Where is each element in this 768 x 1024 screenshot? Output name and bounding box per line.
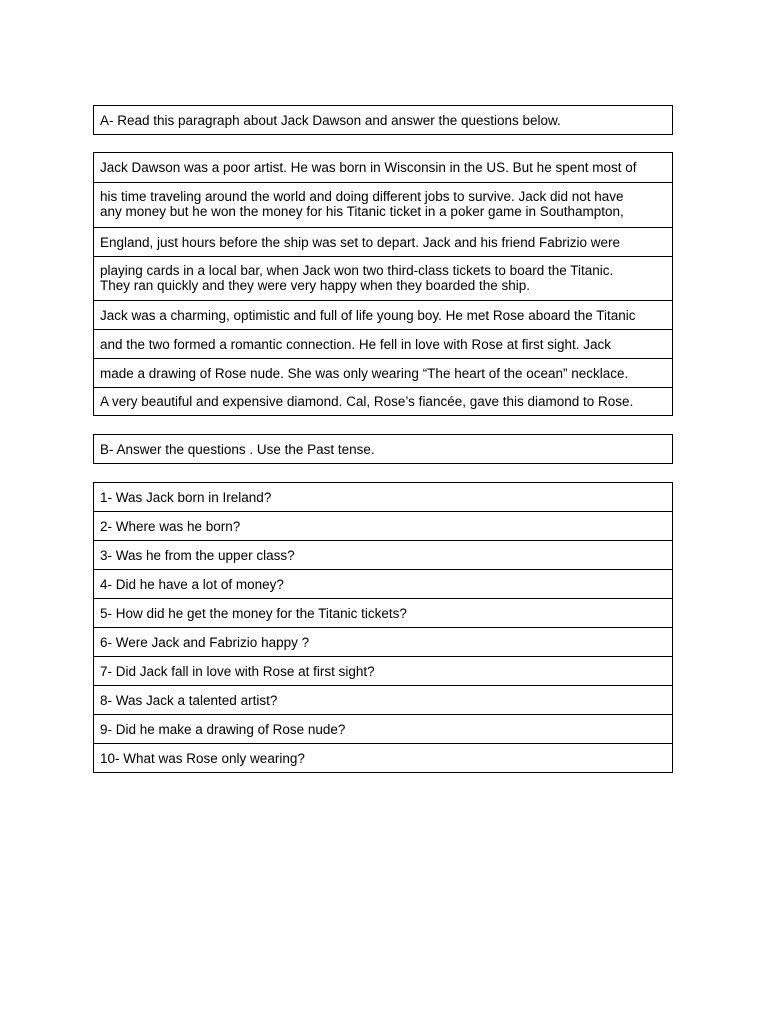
paragraph-line: A very beautiful and expensive diamond. Cal, Rose’s fiancée, gave this diamond to Rose. [100,394,634,409]
paragraph-line: his time traveling around the world and doing different jobs to survive. Jack did not have [100,189,624,204]
question-row: 4- Did he have a lot of money? [94,570,672,599]
paragraph-box [93,152,673,416]
section-a-heading: A- Read this paragraph about Jack Dawson and answer the questions below. [100,112,561,128]
paragraph-line: Jack was a charming, optimistic and full of life young boy. He met Rose aboard the Titanic [94,301,672,330]
paragraph-line: and the two formed a romantic connection. He fell in love with Rose at first sight. Jack [94,330,672,359]
paragraph-line-pair [94,257,672,301]
question-row: 1- Was Jack born in Ireland? [94,483,672,512]
paragraph-line: any money but he won the money for his Titanic ticket in a poker game in Southampton, [100,204,624,219]
question-row: 2- Where was he born? [94,512,672,541]
section-b-box [93,434,673,464]
question-row: 3- Was he from the upper class? [94,541,672,570]
question-row: 9- Did he make a drawing of Rose nude? [94,715,672,744]
paragraph-line: made a drawing of Rose nude. She was only wearing “The heart of the ocean” necklace. [94,359,672,388]
questions-box [93,482,673,773]
question-row: 6- Were Jack and Fabrizio happy ? [94,628,672,657]
question-row: 8- Was Jack a talented artist? [94,686,672,715]
paragraph-line: England, just hours before the ship was set to depart. Jack and his friend Fabrizio were [94,228,672,257]
paragraph-line: Jack Dawson was a poor artist. He was born in Wisconsin in the US. But he spent most of [94,153,672,183]
question-row: 10- What was Rose only wearing? [100,750,305,766]
section-b-heading: B- Answer the questions . Use the Past tense. [100,441,375,457]
paragraph-line: They ran quickly and they were very happy when they boarded the ship. [100,278,531,293]
question-row: 5- How did he get the money for the Titanic tickets? [94,599,672,628]
paragraph-line: playing cards in a local bar, when Jack won two third-class tickets to board the Titanic. [100,263,614,278]
paragraph-line-pair [94,183,672,228]
section-a-box [93,105,673,135]
question-row: 7- Did Jack fall in love with Rose at first sight? [94,657,672,686]
